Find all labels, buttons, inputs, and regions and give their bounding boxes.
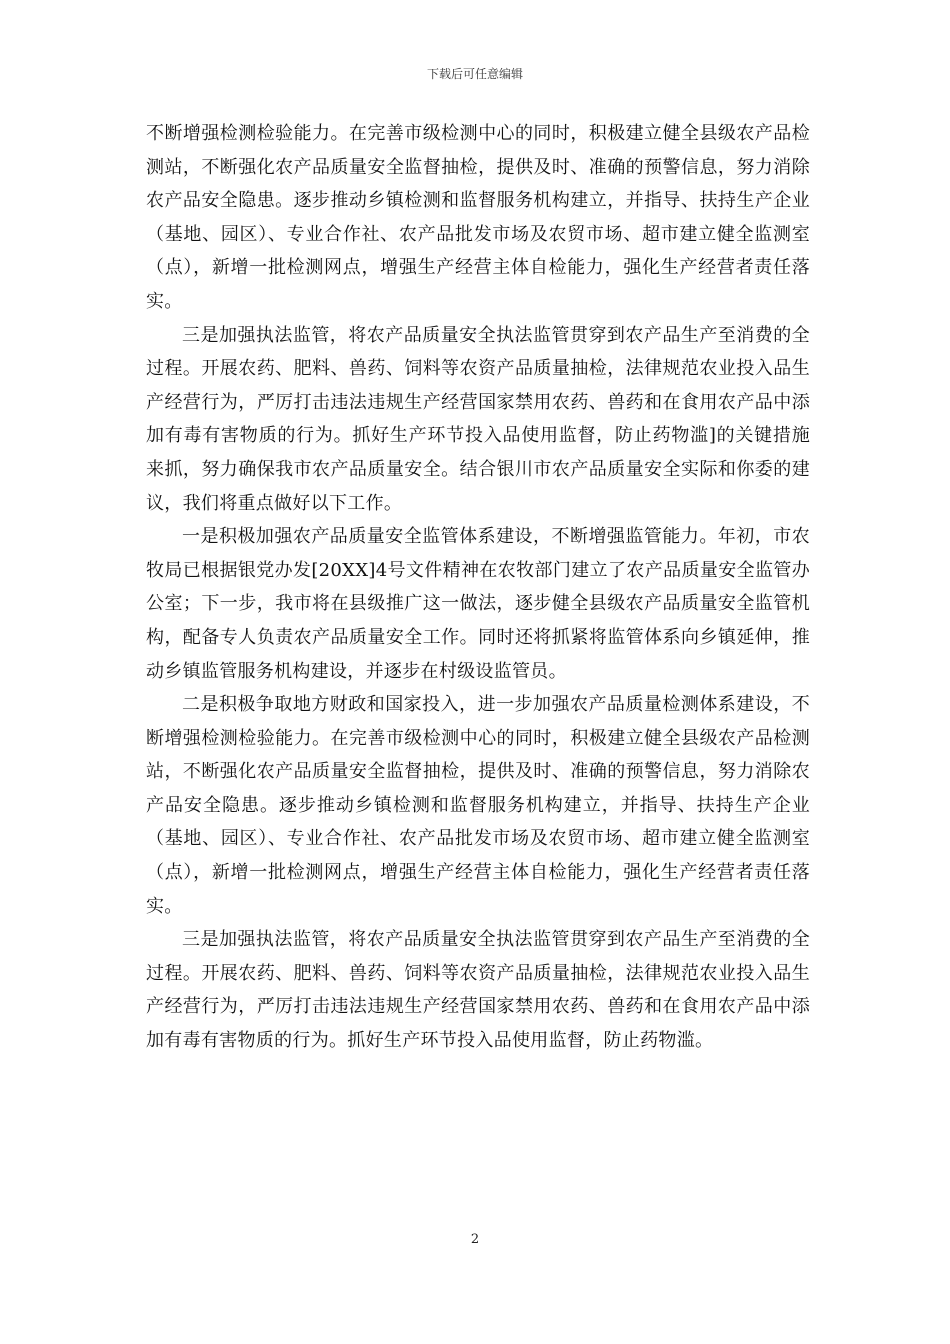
page-header: 下载后可任意编辑 bbox=[426, 67, 523, 81]
paragraph-5: 三是加强执法监管，将农产品质量安全执法监管贯穿到农产品生产至消费的全过程。开展农药、肥料、兽药、饲料等农资产品质量抽检，法律规范农业投入品生产经营行为，严厉打击违法违规生产经营国家禁用农药、兽药和在食用农产品中添加有毒有害物质的行为。抓好生产环节投入品使用监督，防止药物滥。 bbox=[146, 929, 810, 1052]
paragraph-1: 不断增强检测检验能力。在完善市级检测中心的同时，积极建立健全县级农产品检测站，不断强化农产品质量安全监督抽检，提供及时、准确的预警信息，努力消除农产品安全隐患。逐步推动乡镇检测和监督服务机构建立，并指导、扶持生产企业（基地、园区）、专业合作社、农产品批发市场及农贸市场、超市建立健全监测室（点），新增一批检测网点，增强生产经营主体自检能力，强化生产经营者责任落实。 bbox=[146, 123, 810, 312]
paragraph-4: 二是积极争取地方财政和国家投入，进一步加强农产品质量检测体系建设，不断增强检测检验能力。在完善市级检测中心的同时，积极建立健全县级农产品检测站，不断强化农产品质量安全监督抽检，提供及时、准确的预警信息，努力消除农产品安全隐患。逐步推动乡镇检测和监督服务机构建立，并指导、扶持生产企业（基地、园区）、专业合作社、农产品批发市场及农贸市场、超市建立健全监测室（点），新增一批检测网点，增强生产经营主体自检能力，强化生产经营者责任落实。 bbox=[146, 694, 810, 917]
paragraph-3: 一是积极加强农产品质量安全监管体系建设，不断增强监管能力。年初，市农牧局已根据银党办发[20XX]4号文件精神在农牧部门建立了农产品质量安全监管办公室；下一步，我市将在县级推广这一做法，逐步健全县级农产品质量安全监管机构，配备专人负责农产品质量安全工作。同时还将抓紧将监管体系向乡镇延伸，推动乡镇监管服务机构建设，并逐步在村级设监管员。 bbox=[146, 526, 810, 682]
paragraph-2: 三是加强执法监管，将农产品质量安全执法监管贯穿到农产品生产至消费的全过程。开展农药、肥料、兽药、饲料等农资产品质量抽检，法律规范农业投入品生产经营行为，严厉打击违法违规生产经营国家禁用农药、兽药和在食用农产品中添加有毒有害物质的行为。抓好生产环节投入品使用监督，防止药物滥]的关键措施来抓，努力确保我市农产品质量安全。结合银川市农产品质量安全实际和你委的建议，我们将重点做好以下工作。 bbox=[146, 324, 810, 514]
document-body bbox=[146, 117, 810, 1058]
page-number: 2 bbox=[470, 1232, 480, 1247]
